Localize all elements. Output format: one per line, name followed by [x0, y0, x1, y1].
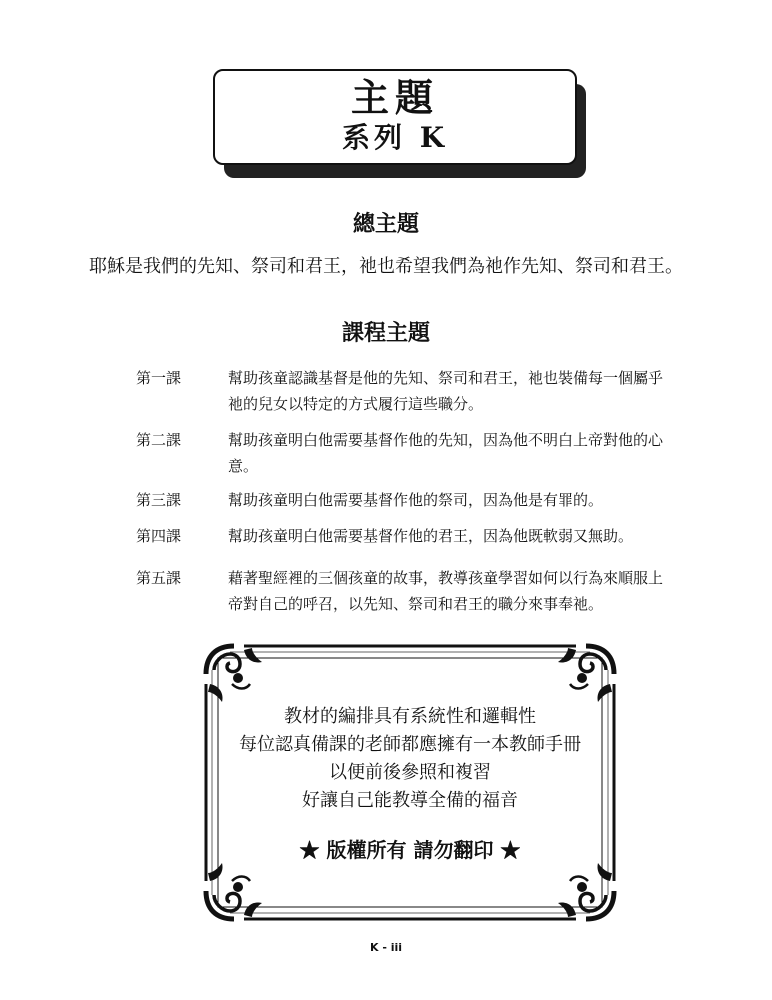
lesson-label: 第五課 — [136, 569, 182, 587]
scroll-ornament-icon — [558, 863, 614, 919]
series-subtitle: 系列 K — [341, 121, 449, 154]
lesson-description — [228, 427, 676, 479]
overall-theme-heading: 總主題 — [352, 212, 419, 237]
copyright-notice: ★ 版權所有 請勿翻印 ★ — [299, 838, 521, 862]
lesson-description-line: 幫助孩童明白他需要基督作他的君王，因為他既軟弱又無助。 — [228, 527, 634, 545]
scroll-ornament-icon — [206, 863, 262, 919]
scroll-ornament-icon — [206, 646, 262, 702]
overall-theme-text: 耶穌是我們的先知、祭司和君王，祂也希望我們為祂作先知、祭司和君王。 — [89, 256, 683, 277]
lesson-description-line: 意。 — [228, 457, 259, 475]
lesson-label: 第四課 — [136, 527, 182, 545]
lesson-description-line: 帝對自己的呼召，以先知、祭司和君王的職分來事奉祂。 — [228, 595, 604, 613]
lesson-description — [228, 565, 676, 617]
course-theme-heading: 課程主題 — [341, 321, 430, 346]
notice-line: 教材的編排具有系統性和邏輯性 — [284, 706, 536, 727]
page-number: K - iii — [369, 941, 403, 954]
lesson-label: 第二課 — [136, 431, 182, 449]
lesson-description-line: 幫助孩童認識基督是他的先知、祭司和君王，祂也裝備每一個屬乎 — [228, 369, 664, 387]
page-title: 主題 — [350, 75, 439, 120]
lesson-description-line: 幫助孩童明白他需要基督作他的先知，因為他不明白上帝對他的心 — [228, 431, 664, 449]
lesson-description — [228, 523, 676, 549]
lesson-description — [228, 487, 676, 513]
lesson-description — [228, 365, 676, 417]
notice-line: 以便前後參照和複習 — [329, 762, 491, 783]
lesson-description-line: 祂的兒女以特定的方式履行這些職分。 — [228, 395, 484, 413]
lesson-label: 第一課 — [136, 369, 182, 387]
lesson-description-line: 幫助孩童明白他需要基督作他的祭司，因為他是有罪的。 — [228, 491, 604, 509]
title-box — [213, 69, 577, 165]
lesson-label: 第三課 — [136, 491, 182, 509]
notice-line: 好讓自己能教導全備的福音 — [302, 790, 518, 811]
scroll-ornament-icon — [558, 646, 614, 702]
lesson-description-line: 藉著聖經裡的三個孩童的故事，教導孩童學習如何以行為來順服上 — [228, 569, 664, 587]
notice-line: 每位認真備課的老師都應擁有一本教師手冊 — [239, 734, 581, 755]
